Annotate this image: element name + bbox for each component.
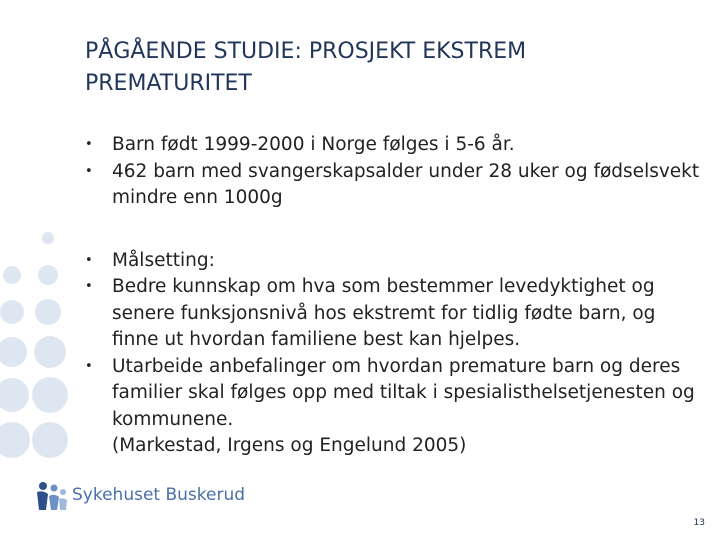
- bullet-dot: •: [85, 137, 93, 152]
- bullet-text: Målsetting:: [112, 249, 215, 271]
- bullet-dot: •: [85, 163, 93, 179]
- bullet-text: Bedre kunnskap om hva som bestemmer levedyktighet og senere funksjonsnivå hos ekstremt for tidlig fødte barn, og finne ut hvordan familiene best kan hjelpes.: [112, 276, 656, 350]
- hospital-logo: [32, 478, 246, 516]
- people-figures-icon: [32, 478, 70, 516]
- bullet-item: [85, 159, 700, 212]
- slide-title-line-2: PREMATURITET: [85, 71, 252, 96]
- bullet-item: [85, 354, 700, 434]
- bullet-item: [85, 132, 700, 159]
- logo-text: Sykehuset Buskerud: [72, 485, 246, 505]
- bullet-dot: •: [85, 358, 93, 374]
- citation-text: (Markestad, Irgens og Engelund 2005): [112, 435, 467, 456]
- bullet-dot: •: [85, 279, 93, 294]
- bullet-list: [85, 132, 700, 460]
- citation: [85, 433, 700, 460]
- bullet-dot: •: [85, 252, 93, 268]
- page-number: 13: [693, 518, 705, 528]
- slide-title: [85, 36, 685, 100]
- bullet-text: 462 barn med svangerskapsalder under 28 uker og fødselsvekt mindre enn 1000g: [112, 160, 700, 208]
- bullet-item: [85, 248, 700, 275]
- bullet-text: Utarbeide anbefalinger om hvordan premature barn og deres familier skal følges opp med tiltak i spesialisthelsetjenesten og kommunene.: [112, 355, 695, 430]
- bullet-item: [85, 274, 700, 354]
- slide-title-line-1: PÅGÅENDE STUDIE: PROSJEKT EKSTREM: [85, 39, 527, 64]
- bullet-text: Barn født 1999-2000 i Norge følges i 5-6 år.: [112, 134, 515, 155]
